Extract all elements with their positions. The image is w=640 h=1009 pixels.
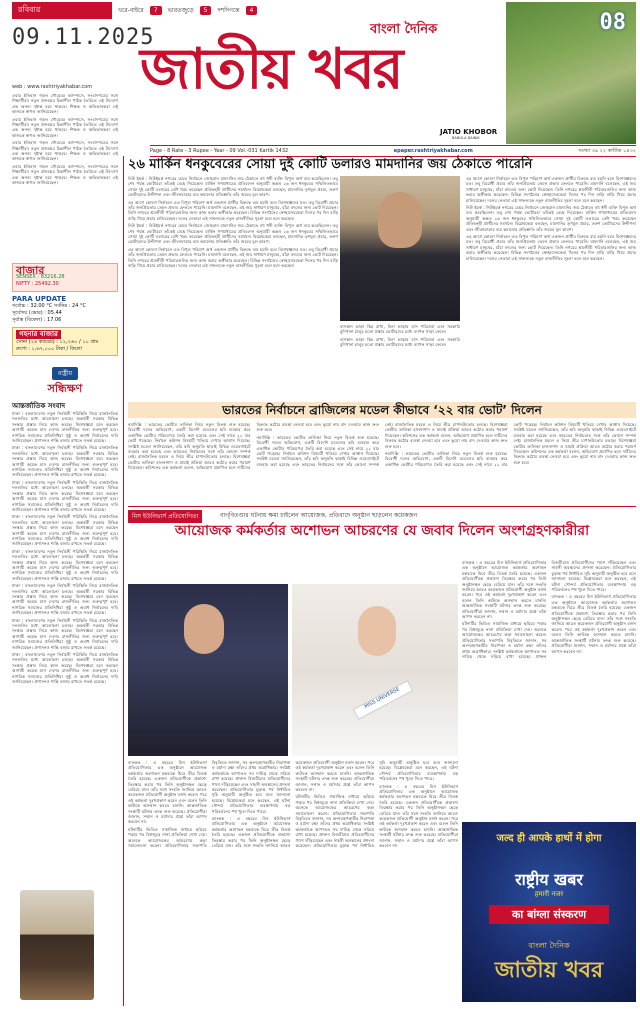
mu-tag: মিস ইউনিভার্স প্রতিযোগিতা bbox=[128, 510, 202, 523]
market-title: বাজার bbox=[16, 264, 45, 277]
ad-line4: का बांग्ला संस्करण bbox=[489, 905, 609, 924]
column-divider bbox=[123, 156, 124, 1006]
mu-photo-official-face bbox=[184, 604, 224, 654]
issue-date: 09.11.2025 bbox=[12, 25, 155, 50]
sunset: সূর্যাস্ত (বিকেল) : 17.06 bbox=[12, 317, 62, 323]
left-headline: আন্তর্জাতিক সংবাদ bbox=[12, 402, 66, 410]
ad-line3: हमारी नजर bbox=[534, 890, 564, 898]
lead-headline: ২৬ মার্কিন ধনকুবেরের সোয়া দুই কোটি ডলারও মামদানির জয় ঠেকাতে পারেনি bbox=[128, 157, 533, 172]
weather-box bbox=[12, 296, 118, 324]
sunrise: সূর্যোদয় (ভোর) : 05.44 bbox=[12, 310, 62, 316]
gold-rate: সোনা (২৪ ক্যারেট) : ১২,২৬০ / ১০ গ্রাম bbox=[16, 339, 99, 345]
mu-headline: আয়োজক কর্মকর্তার অশোভন আচরণের যে জবাব দিলেন অংশগ্রহণকারীরা bbox=[174, 523, 590, 539]
left-portrait-photo bbox=[20, 890, 94, 1000]
sensex: SENSEX : 83216.28 bbox=[16, 274, 65, 280]
masthead-photo bbox=[506, 2, 636, 144]
ad-line2: राष्ट्रीय खबर bbox=[515, 870, 583, 889]
top-strip bbox=[118, 2, 498, 18]
brand-latin: JATIO KHOBOR bbox=[440, 128, 498, 136]
issue-info: সংখ্যা ৩৯ ২২ কার্তিক ১৪৩২ bbox=[578, 148, 636, 154]
weather-title: PARA UPDATE bbox=[12, 295, 67, 303]
nifty: NIFTY : 25492.30 bbox=[16, 281, 59, 287]
left-story: ঢাকা : বাংলাদেশের নতুন নির্বাচনী পরিস্থিতি নিয়ে রাজনৈতিক দলগুলির মধ্যে আলোচনা চলছে। অন্তর্বর্তী সরকার বিভিন্ন সংস্কার প্রস্তাব নিয়ে কাজ করছে। বিশেষজ্ঞরা মনে করছেন আগামী কয়েক মাস দেশের রাজনীতির জন্য গুরুত্বপূর্ণ হবে। নাগরিক সমাজের প্রতিনিধিরা সুষ্ঠু ও অবাধ নির্বাচনের দাবি জানিয়েছেন। প্রশাসনও শান্তি বজায় রাখতে সতর্ক রয়েছে। ঢাকা : বাংলাদেশের নতুন নির্বাচনী পরিস্থিতি নিয়ে রাজনৈতিক দলগুলির মধ্যে আলোচনা চলছে। অন্তর্বর্তী সরকার বিভিন্ন সংস্কার প্রস্তাব নিয়ে কাজ করছে। বিশেষজ্ঞরা মনে করছেন আগামী কয়েক মাস দেশের রাজনীতির জন্য গুরুত্বপূর্ণ হবে। নাগরিক সমাজের প্রতিনিধিরা সুষ্ঠু ও অবাধ নির্বাচনের দাবি জানিয়েছেন। প্রশাসনও শান্তি বজায় রাখতে সতর্ক রয়েছে। ঢাকা : বাংলাদেশের নতুন নির্বাচনী পরিস্থিতি নিয়ে রাজনৈতিক দলগুলির মধ্যে আলোচনা চলছে। অন্তর্বর্তী সরকার বিভিন্ন সংস্কার প্রস্তাব নিয়ে কাজ করছে। বিশেষজ্ঞরা মনে করছেন আগামী কয়েক মাস দেশের রাজনীতির জন্য গুরুত্বপূর্ণ হবে। নাগরিক সমাজের প্রতিনিধিরা সুষ্ঠু ও অবাধ নির্বাচনের দাবি জানিয়েছেন। প্রশাসনও শান্তি বজায় রাখতে সতর্ক রয়েছে। ঢাকা : বাংলাদেশের নতুন নির্বাচনী পরিস্থিতি নিয়ে রাজনৈতিক দলগুলির মধ্যে আলোচনা চলছে। অন্তর্বর্তী সরকার বিভিন্ন সংস্কার প্রস্তাব নিয়ে কাজ করছে। বিশেষজ্ঞরা মনে করছেন আগামী কয়েক মাস দেশের রাজনীতির জন্য গুরুত্বপূর্ণ হবে। নাগরিক সমাজের প্রতিনিধিরা সুষ্ঠু ও অবাধ নির্বাচনের দাবি জানিয়েছেন। প্রশাসনও শান্তি বজায় রাখতে সতর্ক রয়েছে। ঢাকা : বাংলাদেশের নতুন নির্বাচনী পরিস্থিতি নিয়ে রাজনৈতিক দলগুলির মধ্যে আলোচনা চলছে। অন্তর্বর্তী সরকার বিভিন্ন সংস্কার প্রস্তাব নিয়ে কাজ করছে। বিশেষজ্ঞরা মনে করছেন আগামী কয়েক মাস দেশের রাজনীতির জন্য গুরুত্বপূর্ণ হবে। নাগরিক সমাজের প্রতিনিধিরা সুষ্ঠু ও অবাধ নির্বাচনের দাবি জানিয়েছেন। প্রশাসনও শান্তি বজায় রাখতে সতর্ক রয়েছে। ঢাকা : বাংলাদেশের নতুন নির্বাচনী পরিস্থিতি নিয়ে রাজনৈতিক দলগুলির মধ্যে আলোচনা চলছে। অন্তর্বর্তী সরকার বিভিন্ন সংস্কার প্রস্তাব নিয়ে কাজ করছে। বিশেষজ্ঞরা মনে করছেন আগামী কয়েক মাস দেশের রাজনীতির জন্য গুরুত্বপূর্ণ হবে। নাগরিক সমাজের প্রতিনিধিরা সুষ্ঠু ও অবাধ নির্বাচনের দাবি জানিয়েছেন। প্রশাসনও শান্তি বজায় রাখতে সতর্ক রয়েছে। ঢাকা : বাংলাদেশের নতুন নির্বাচনী পরিস্থিতি নিয়ে রাজনৈতিক দলগুলির মধ্যে আলোচনা চলছে। অন্তর্বর্তী সরকার বিভিন্ন সংস্কার প্রস্তাব নিয়ে কাজ করছে। বিশেষজ্ঞরা মনে করছেন আগামী কয়েক মাস দেশের রাজনীতির জন্য গুরুত্বপূর্ণ হবে। নাগরিক সমাজের প্রতিনিধিরা সুষ্ঠু ও অবাধ নির্বাচনের দাবি জানিয়েছেন। প্রশাসনও শান্তি বজায় রাখতে সতর্ক রয়েছে। ঢাকা : বাংলাদেশের নতুন নির্বাচনী পরিস্থিতি নিয়ে রাজনৈতিক দলগুলির মধ্যে আলোচনা চলছে। অন্তর্বর্তী সরকার বিভিন্ন সংস্কার প্রস্তাব নিয়ে কাজ করছে। বিশেষজ্ঞরা মনে করছেন আগামী কয়েক মাস দেশের রাজনীতির জন্য গুরুত্বপূর্ণ হবে। নাগরিক সমাজের প্রতিনিধিরা সুষ্ঠু ও অবাধ নির্বাচনের দাবি জানিয়েছেন। প্রশাসনও শান্তি বজায় রাখতে সতর্ক রয়েছে। bbox=[12, 411, 118, 685]
lead-photo-face bbox=[378, 192, 422, 248]
day-label: রবিবার bbox=[12, 2, 112, 19]
ad-line5: বাংলা দৈনিক bbox=[528, 941, 570, 950]
epaper-link[interactable]: epaper.rashtriyakhabar.com bbox=[393, 148, 473, 154]
mu-text-right: ব্যাংকক : এ বছরের মিস ইউনিভার্স প্রতিযোগিতার এক অনুষ্ঠানে আয়োজক কর্মকর্তার অশোভন মন্তব্যকে ঘিরে তীব্র বিতর্ক তৈরি হয়েছে। একজন প্রতিযোগীকে প্রকাশ্যে তিরস্কার করার পর তিনি অনুষ্ঠানস্থল ছেড়ে বেরিয়ে যান। তাঁর সঙ্গে সংহতি জানিয়ে আরও কয়েকজন প্রতিযোগী অনুষ্ঠান বর্জন করেন। পরে ওই কর্মকর্তা দুঃখপ্রকাশ করেন এবং বলেন তিনি কাউকে অসম্মান করতে চাননি। আন্তর্জাতিক সংস্থাটি ঘটনার তদন্ত শুরু করেছে। প্রতিযোগীরা জানান, সম্মান ও মর্যাদার প্রশ্নে তাঁরা আপস করবেন না। ঘটনাটির ভিডিও সামাজিক মাধ্যমে ছড়িয়ে পড়ার পর বিশ্বজুড়ে নানা প্রতিক্রিয়া দেখা দেয়। অনেকে আয়োজকের আচরণের কড়া সমালোচনা করেন। প্রতিযোগিতার সভাপতি বিবৃতিতে জানান, সব অংশগ্রহণকারীর নিরাপত্তা ও মর্যাদা রক্ষা তাঁদের প্রথম অগ্রাধিকার। সংশ্লিষ্ট কর্মকর্তাকে আপাতত সব দায়িত্ব থেকে সরিয়ে রাখা হয়েছে। প্রাক্তন বিজয়ীরাও প্রতিযোগীদের পাশে দাঁড়িয়েছেন এবং সাহসী অবস্থানের প্রশংসা করেছেন। প্রতিযোগিতার চূড়ান্ত পর্ব নির্ধারিত সূচি অনুযায়ী অনুষ্ঠিত হবে বলে জানানো হয়েছে। বিশ্লেষকেরা মনে করছেন, এই ঘটনা সৌন্দর্য প্রতিযোগিতার ব্যবস্থাপনায় বড় পরিবর্তনের পথ খুলে দিতে পারে। ব্যাংকক : এ বছরের মিস ইউনিভার্স প্রতিযোগিতার এক অনুষ্ঠানে আয়োজক কর্মকর্তার অশোভন মন্তব্যকে ঘিরে তীব্র বিতর্ক তৈরি হয়েছে। একজন প্রতিযোগীকে প্রকাশ্যে তিরস্কার করার পর তিনি অনুষ্ঠানস্থল ছেড়ে বেরিয়ে যান। তাঁর সঙ্গে সংহতি জানিয়ে আরও কয়েকজন প্রতিযোগী অনুষ্ঠান বর্জন করেন। পরে ওই কর্মকর্তা দুঃখপ্রকাশ করেন এবং বলেন তিনি কাউকে অসম্মান করতে চাননি। আন্তর্জাতিক সংস্থাটি ঘটনার তদন্ত শুরু করেছে। প্রতিযোগীরা জানান, সম্মান ও মর্যাদার প্রশ্নে তাঁরা আপস করবেন না। bbox=[462, 560, 636, 659]
strip-num-2: 5 bbox=[200, 6, 212, 15]
left-intro: এবার ইতিহাস গড়ল গৌরবের ক্যাম্পাসে, সংবাদপত্রের সঙ্গে শিক্ষার্থীরা। নতুন প্রজন্মের চিন্তাশীল পাঠক তৈরিতে এই উদ্যোগ এক অনন্য দৃষ্টান্ত হয়ে থাকবে। শিক্ষক ও অভিভাবকরা এই কাজকে স্বাগত জানিয়েছেন। এবার ইতিহাস গড়ল গৌরবের ক্যাম্পাসে, সংবাদপত্রের সঙ্গে শিক্ষার্থীরা। নতুন প্রজন্মের চিন্তাশীল পাঠক তৈরিতে এই উদ্যোগ এক অনন্য দৃষ্টান্ত হয়ে থাকবে। শিক্ষক ও অভিভাবকরা এই কাজকে স্বাগত জানিয়েছেন। এবার ইতিহাস গড়ল গৌরবের ক্যাম্পাসে, সংবাদপত্রের সঙ্গে শিক্ষার্থীরা। নতুন প্রজন্মের চিন্তাশীল পাঠক তৈরিতে এই উদ্যোগ এক অনন্য দৃষ্টান্ত হয়ে থাকবে। শিক্ষক ও অভিভাবকরা এই কাজকে স্বাগত জানিয়েছেন। এবার ইতিহাস গড়ল গৌরবের ক্যাম্পাসে, সংবাদপত্রের সঙ্গে শিক্ষার্থীরা। নতুন প্রজন্মের চিন্তাশীল পাঠক তৈরিতে এই উদ্যোগ এক অনন্য দৃষ্টান্ত হয়ে থাকবে। শিক্ষক ও অভিভাবকরা এই কাজকে স্বাগত জানিয়েছেন। bbox=[12, 93, 118, 186]
left-column bbox=[12, 84, 118, 711]
sub-logo bbox=[12, 360, 118, 399]
lead-photo bbox=[340, 176, 460, 321]
sub-logo-bottom: সন্ধিক্ষণ bbox=[47, 382, 83, 395]
brand-latin-sub: BANGLA DAINIK bbox=[452, 136, 480, 140]
lead-text-col1: নিউ ইয়র্ক : নিউইয়র্ক নগরের মেয়র নির্বাচনে জোহরান মামদানির জয় ঠেকাতে বহু ধনী ব্যক্তি বিপুল অর্থ ব্যয় করেছিলেন। তবু শেষ পর্যন্ত ভোটাররা তাঁকেই বেছে নিয়েছেন। মার্কিন গণমাধ্যমের প্রতিবেদন অনুযায়ী অন্তত ২৬ জন ধনকুবের সম্মিলিতভাবে সোয়া দুই কোটি ডলারের বেশি খরচ করেছেন প্রতিদ্বন্দ্বী প্রার্থীদের সমর্থনে। বিশ্লেষকেরা বলছেন, মামদানির তৃণমূল প্রচার, তরুণ ভোটারদের উদ্দীপনা এবং জীবনযাত্রার ব্যয় কমানোর প্রতিশ্রুতি তাঁর জয়ের মূল কারণ। এর আগে কোনো নির্বাচনে এত বিপুল পরিমাণ অর্থ একজন প্রার্থীর বিরুদ্ধে ব্যয় হয়নি বলে বিশেষজ্ঞদের মত। তবু বিরোধী প্রচার তাঁর জনপ্রিয়তায় তেমন প্রভাব ফেলতে পারেনি। মামদানি বলেছেন, এই জয় সাধারণ মানুষের, যাঁরা বদলের জন্য ভোট দিয়েছেন। তিনি নগরের শ্রমজীবী পরিবারগুলির জন্য কাজ করার অঙ্গীকার করেছেন। বিভিন্ন সংগঠনের স্বেচ্ছাসেবকেরা দিনের পর দিন বাড়ি বাড়ি গিয়ে প্রচার চালিয়েছেন। দলের নেতারা এই সাফল্যকে নতুন রাজনীতির সূচনা বলে মনে করছেন। নিউ ইয়র্ক : নিউইয়র্ক নগরের মেয়র নির্বাচনে জোহরান মামদানির জয় ঠেকাতে বহু ধনী ব্যক্তি বিপুল অর্থ ব্যয় করেছিলেন। তবু শেষ পর্যন্ত ভোটাররা তাঁকেই বেছে নিয়েছেন। মার্কিন গণমাধ্যমের প্রতিবেদন অনুযায়ী অন্তত ২৬ জন ধনকুবের সম্মিলিতভাবে সোয়া দুই কোটি ডলারের বেশি খরচ করেছেন প্রতিদ্বন্দ্বী প্রার্থীদের সমর্থনে। বিশ্লেষকেরা বলছেন, মামদানির তৃণমূল প্রচার, তরুণ ভোটারদের উদ্দীপনা এবং জীবনযাত্রার ব্যয় কমানোর প্রতিশ্রুতি তাঁর জয়ের মূল কারণ। এর আগে কোনো নির্বাচনে এত বিপুল পরিমাণ অর্থ একজন প্রার্থীর বিরুদ্ধে ব্যয় হয়নি বলে বিশেষজ্ঞদের মত। তবু বিরোধী প্রচার তাঁর জনপ্রিয়তায় তেমন প্রভাব ফেলতে পারেনি। মামদানি বলেছেন, এই জয় সাধারণ মানুষের, যাঁরা বদলের জন্য ভোট দিয়েছেন। তিনি নগরের শ্রমজীবী পরিবারগুলির জন্য কাজ করার অঙ্গীকার করেছেন। বিভিন্ন সংগঠনের স্বেচ্ছাসেবকেরা দিনের পর দিন বাড়ি বাড়ি গিয়ে প্রচার চালিয়েছেন। দলের নেতারা এই সাফল্যকে নতুন রাজনীতির সূচনা বলে মনে করছেন। bbox=[128, 176, 338, 269]
lead-text-col2: বাসস্থান ভাড়া স্থির রাখা, বিনা ভাড়ায় বাস পরিষেবা এবং সরকারি মুদিখানা চালুর মতো প্রস্তাব ভোটারদের মধ্যে ব্যাপক সাড়া ফেলে। বাসস্থান ভাড়া স্থির রাখা, বিনা ভাড়ায় বাস পরিষেবা এবং সরকারি মুদিখানা চালুর মতো প্রস্তাব ভোটারদের মধ্যে ব্যাপক সাড়া ফেলে। bbox=[340, 324, 460, 348]
lead-text-col3: এর আগে কোনো নির্বাচনে এত বিপুল পরিমাণ অর্থ একজন প্রার্থীর বিরুদ্ধে ব্যয় হয়নি বলে বিশেষজ্ঞদের মত। তবু বিরোধী প্রচার তাঁর জনপ্রিয়তায় তেমন প্রভাব ফেলতে পারেনি। মামদানি বলেছেন, এই জয় সাধারণ মানুষের, যাঁরা বদলের জন্য ভোট দিয়েছেন। তিনি নগরের শ্রমজীবী পরিবারগুলির জন্য কাজ করার অঙ্গীকার করেছেন। বিভিন্ন সংগঠনের স্বেচ্ছাসেবকেরা দিনের পর দিন বাড়ি বাড়ি গিয়ে প্রচার চালিয়েছেন। দলের নেতারা এই সাফল্যকে নতুন রাজনীতির সূচনা বলে মনে করছেন। নিউ ইয়র্ক : নিউইয়র্ক নগরের মেয়র নির্বাচনে জোহরান মামদানির জয় ঠেকাতে বহু ধনী ব্যক্তি বিপুল অর্থ ব্যয় করেছিলেন। তবু শেষ পর্যন্ত ভোটাররা তাঁকেই বেছে নিয়েছেন। মার্কিন গণমাধ্যমের প্রতিবেদন অনুযায়ী অন্তত ২৬ জন ধনকুবের সম্মিলিতভাবে সোয়া দুই কোটি ডলারের বেশি খরচ করেছেন প্রতিদ্বন্দ্বী প্রার্থীদের সমর্থনে। বিশ্লেষকেরা বলছেন, মামদানির তৃণমূল প্রচার, তরুণ ভোটারদের উদ্দীপনা এবং জীবনযাত্রার ব্যয় কমানোর প্রতিশ্রুতি তাঁর জয়ের মূল কারণ। এর আগে কোনো নির্বাচনে এত বিপুল পরিমাণ অর্থ একজন প্রার্থীর বিরুদ্ধে ব্যয় হয়নি বলে বিশেষজ্ঞদের মত। তবু বিরোধী প্রচার তাঁর জনপ্রিয়তায় তেমন প্রভাব ফেলতে পারেনি। মামদানি বলেছেন, এই জয় সাধারণ মানুষের, যাঁরা বদলের জন্য ভোট দিয়েছেন। তিনি নগরের শ্রমজীবী পরিবারগুলির জন্য কাজ করার অঙ্গীকার করেছেন। বিভিন্ন সংগঠনের স্বেচ্ছাসেবকেরা দিনের পর দিন বাড়ি বাড়ি গিয়ে প্রচার চালিয়েছেন। দলের নেতারা এই সাফল্যকে নতুন রাজনীতির সূচনা বলে মনে করছেন। bbox=[466, 176, 636, 261]
price-info: Page - 8 Rate - 3 Rupee - Year - 09 Vol.-031 Kartik 1432 bbox=[150, 148, 289, 154]
newspaper-logo: জাতীয় খবর bbox=[140, 37, 402, 102]
ad-line6: জাতীয় খবর bbox=[494, 958, 604, 983]
strip-label-2: ভারতজুড়ে bbox=[167, 6, 194, 14]
market-box bbox=[12, 263, 118, 292]
gold-title: গহনার বাজার bbox=[16, 330, 61, 339]
brazil-headline: ভারতের নির্বাচনে ব্রাজিলের মডেল কীভাবে ‘২২ বার ভোট’ দিলেন bbox=[128, 402, 636, 418]
strip-label-1: খরে-বাইরে bbox=[118, 6, 144, 14]
brazil-text: নয়াদিল্লি : ভারতের ভোটার তালিকা নিয়ে নতুন বিতর্ক শুরু হয়েছে। বিরোধী দলের অভিযোগ, একটি বিদেশি মডেলের ছবি ব্যবহার করে একাধিক ভোটার পরিচয়পত্র তৈরি করা হয়েছে এবং সেই নামে ২২ বার ভোট পড়েছে। নির্বাচন কমিশন বিষয়টি খতিয়ে দেখার আশ্বাস দিয়েছে। সংশ্লিষ্ট মডেল জানিয়েছেন, তাঁর ছবি অনুমতি ছাড়াই বিভিন্ন ওয়েবসাইটে ব্যবহার করা হয়েছে এবং ভারতের নির্বাচনের সঙ্গে তাঁর কোনো সম্পর্ক নেই। রাজনৈতিক মহলে এ নিয়ে তীব্র চাপানউতোর চলছে। বিশেষজ্ঞরা ভোটার তালিকা হালনাগাদ ও যাচাই প্রক্রিয়া আরও কঠোর করার পরামর্শ দিয়েছেন। কমিশনের এক কর্মকর্তা বলেন, অভিযোগ প্রমাণিত হলে দায়ীদের বিরুদ্ধে কঠোর ব্যবস্থা নেওয়া হবে এবং ভুয়ো নাম বাদ দেওয়ার কাজ দ্রুত শুরু হবে। নয়াদিল্লি : ভারতের ভোটার তালিকা নিয়ে নতুন বিতর্ক শুরু হয়েছে। বিরোধী দলের অভিযোগ, একটি বিদেশি মডেলের ছবি ব্যবহার করে একাধিক ভোটার পরিচয়পত্র তৈরি করা হয়েছে এবং সেই নামে ২২ বার ভোট পড়েছে। নির্বাচন কমিশন বিষয়টি খতিয়ে দেখার আশ্বাস দিয়েছে। সংশ্লিষ্ট মডেল জানিয়েছেন, তাঁর ছবি অনুমতি ছাড়াই বিভিন্ন ওয়েবসাইটে ব্যবহার করা হয়েছে এবং ভারতের নির্বাচনের সঙ্গে তাঁর কোনো সম্পর্ক নেই। রাজনৈতিক মহলে এ নিয়ে তীব্র চাপানউতোর চলছে। বিশেষজ্ঞরা ভোটার তালিকা হালনাগাদ ও যাচাই প্রক্রিয়া আরও কঠোর করার পরামর্শ দিয়েছেন। কমিশনের এক কর্মকর্তা বলেন, অভিযোগ প্রমাণিত হলে দায়ীদের বিরুদ্ধে কঠোর ব্যবস্থা নেওয়া হবে এবং ভুয়ো নাম বাদ দেওয়ার কাজ দ্রুত শুরু হবে। নয়াদিল্লি : ভারতের ভোটার তালিকা নিয়ে নতুন বিতর্ক শুরু হয়েছে। বিরোধী দলের অভিযোগ, একটি বিদেশি মডেলের ছবি ব্যবহার করে একাধিক ভোটার পরিচয়পত্র তৈরি করা হয়েছে এবং সেই নামে ২২ বার ভোট পড়েছে। নির্বাচন কমিশন বিষয়টি খতিয়ে দেখার আশ্বাস দিয়েছে। সংশ্লিষ্ট মডেল জানিয়েছেন, তাঁর ছবি অনুমতি ছাড়াই বিভিন্ন ওয়েবসাইটে ব্যবহার করা হয়েছে এবং ভারতের নির্বাচনের সঙ্গে তাঁর কোনো সম্পর্ক নেই। রাজনৈতিক মহলে এ নিয়ে তীব্র চাপানউতোর চলছে। বিশেষজ্ঞরা ভোটার তালিকা হালনাগাদ ও যাচাই প্রক্রিয়া আরও কঠোর করার পরামর্শ দিয়েছেন। কমিশনের এক কর্মকর্তা বলেন, অভিযোগ প্রমাণিত হলে দায়ীদের বিরুদ্ধে কঠোর ব্যবস্থা নেওয়া হবে এবং ভুয়ো নাম বাদ দেওয়ার কাজ দ্রুত শুরু হবে। bbox=[128, 422, 636, 471]
ad-line1: जल्द ही आपके हाथों में होगा bbox=[496, 833, 602, 844]
weather-temp: সর্বোচ্চ : 32.00 °C সর্বনিম্ন : 24 °C bbox=[12, 303, 86, 309]
strip-label-3: দশদিগন্তে bbox=[217, 6, 240, 14]
mu-kicker: বাগ্‌বিতণ্ডার ঘটনায় ক্ষমা চাইলেন আয়োজক, প্রতিবাদে অনুষ্ঠান ছাড়লেন কয়েকজন bbox=[220, 512, 418, 519]
mu-sash: MISS UNIVERSE bbox=[353, 680, 413, 720]
strip-num-1: 7 bbox=[150, 6, 162, 15]
silver-rate: রুপো : ১,৬৭,০০০ টাকা / কিলো bbox=[16, 346, 82, 352]
mu-photo-contestant bbox=[292, 584, 458, 756]
gold-box bbox=[12, 327, 118, 356]
mu-text-bottom: ব্যাংকক : এ বছরের মিস ইউনিভার্স প্রতিযোগিতার এক অনুষ্ঠানে আয়োজক কর্মকর্তার অশোভন মন্তব্যকে ঘিরে তীব্র বিতর্ক তৈরি হয়েছে। একজন প্রতিযোগীকে প্রকাশ্যে তিরস্কার করার পর তিনি অনুষ্ঠানস্থল ছেড়ে বেরিয়ে যান। তাঁর সঙ্গে সংহতি জানিয়ে আরও কয়েকজন প্রতিযোগী অনুষ্ঠান বর্জন করেন। পরে ওই কর্মকর্তা দুঃখপ্রকাশ করেন এবং বলেন তিনি কাউকে অসম্মান করতে চাননি। আন্তর্জাতিক সংস্থাটি ঘটনার তদন্ত শুরু করেছে। প্রতিযোগীরা জানান, সম্মান ও মর্যাদার প্রশ্নে তাঁরা আপস করবেন না। ঘটনাটির ভিডিও সামাজিক মাধ্যমে ছড়িয়ে পড়ার পর বিশ্বজুড়ে নানা প্রতিক্রিয়া দেখা দেয়। অনেকে আয়োজকের আচরণের কড়া সমালোচনা করেন। প্রতিযোগিতার সভাপতি বিবৃতিতে জানান, সব অংশগ্রহণকারীর নিরাপত্তা ও মর্যাদা রক্ষা তাঁদের প্রথম অগ্রাধিকার। সংশ্লিষ্ট কর্মকর্তাকে আপাতত সব দায়িত্ব থেকে সরিয়ে রাখা হয়েছে। প্রাক্তন বিজয়ীরাও প্রতিযোগীদের পাশে দাঁড়িয়েছেন এবং সাহসী অবস্থানের প্রশংসা করেছেন। প্রতিযোগিতার চূড়ান্ত পর্ব নির্ধারিত সূচি অনুযায়ী অনুষ্ঠিত হবে বলে জানানো হয়েছে। বিশ্লেষকেরা মনে করছেন, এই ঘটনা সৌন্দর্য প্রতিযোগিতার ব্যবস্থাপনায় বড় পরিবর্তনের পথ খুলে দিতে পারে। ব্যাংকক : এ বছরের মিস ইউনিভার্স প্রতিযোগিতার এক অনুষ্ঠানে আয়োজক কর্মকর্তার অশোভন মন্তব্যকে ঘিরে তীব্র বিতর্ক তৈরি হয়েছে। একজন প্রতিযোগীকে প্রকাশ্যে তিরস্কার করার পর তিনি অনুষ্ঠানস্থল ছেড়ে বেরিয়ে যান। তাঁর সঙ্গে সংহতি জানিয়ে আরও কয়েকজন প্রতিযোগী অনুষ্ঠান বর্জন করেন। পরে ওই কর্মকর্তা দুঃখপ্রকাশ করেন এবং বলেন তিনি কাউকে অসম্মান করতে চাননি। আন্তর্জাতিক সংস্থাটি ঘটনার তদন্ত শুরু করেছে। প্রতিযোগীরা জানান, সম্মান ও মর্যাদার প্রশ্নে তাঁরা আপস করবেন না। ঘটনাটির ভিডিও সামাজিক মাধ্যমে ছড়িয়ে পড়ার পর বিশ্বজুড়ে নানা প্রতিক্রিয়া দেখা দেয়। অনেকে আয়োজকের আচরণের কড়া সমালোচনা করেন। প্রতিযোগিতার সভাপতি বিবৃতিতে জানান, সব অংশগ্রহণকারীর নিরাপত্তা ও মর্যাদা রক্ষা তাঁদের প্রথম অগ্রাধিকার। সংশ্লিষ্ট কর্মকর্তাকে আপাতত সব দায়িত্ব থেকে সরিয়ে রাখা হয়েছে। প্রাক্তন বিজয়ীরাও প্রতিযোগীদের পাশে দাঁড়িয়েছেন এবং সাহসী অবস্থানের প্রশংসা করেছেন। প্রতিযোগিতার চূড়ান্ত পর্ব নির্ধারিত সূচি অনুযায়ী অনুষ্ঠিত হবে বলে জানানো হয়েছে। বিশ্লেষকেরা মনে করছেন, এই ঘটনা সৌন্দর্য প্রতিযোগিতার ব্যবস্থাপনায় বড় পরিবর্তনের পথ খুলে দিতে পারে। ব্যাংকক : এ বছরের মিস ইউনিভার্স প্রতিযোগিতার এক অনুষ্ঠানে আয়োজক কর্মকর্তার অশোভন মন্তব্যকে ঘিরে তীব্র বিতর্ক তৈরি হয়েছে। একজন প্রতিযোগীকে প্রকাশ্যে তিরস্কার করার পর তিনি অনুষ্ঠানস্থল ছেড়ে বেরিয়ে যান। তাঁর সঙ্গে সংহতি জানিয়ে আরও কয়েকজন প্রতিযোগী অনুষ্ঠান বর্জন করেন। পরে ওই কর্মকর্তা দুঃখপ্রকাশ করেন এবং বলেন তিনি কাউকে অসম্মান করতে চাননি। আন্তর্জাতিক সংস্থাটি ঘটনার তদন্ত শুরু করেছে। প্রতিযোগীরা জানান, সম্মান ও মর্যাদার প্রশ্নে তাঁরা আপস করবেন না। bbox=[128, 760, 458, 849]
mu-photo-official bbox=[128, 584, 288, 756]
website[interactable]: web : www.rashtriyakhabar.com bbox=[12, 84, 93, 90]
page-number: 08 bbox=[599, 10, 626, 35]
sub-logo-top: রাষ্ট্রীয় bbox=[52, 367, 78, 380]
strip-num-3: 4 bbox=[246, 6, 258, 15]
divider bbox=[128, 506, 636, 507]
brand-subtitle: বাংলা দৈনিক bbox=[370, 22, 438, 37]
mu-photo-contestant-face bbox=[358, 606, 396, 656]
advertisement bbox=[462, 822, 636, 1002]
